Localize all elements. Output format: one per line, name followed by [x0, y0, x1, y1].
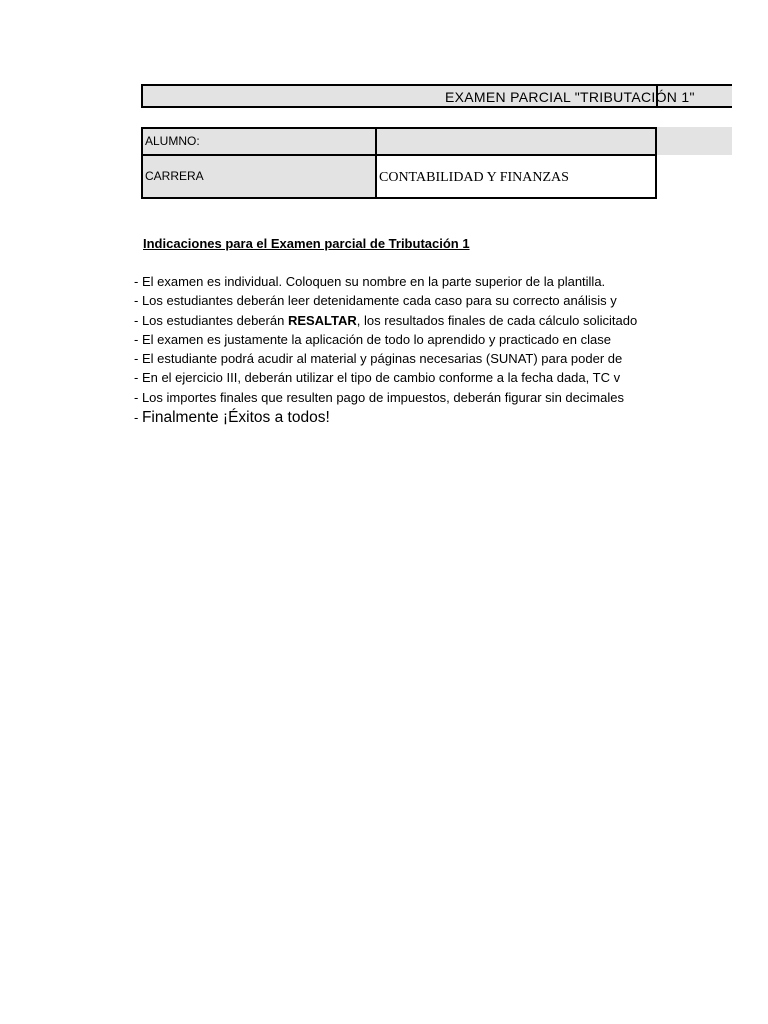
exam-title: EXAMEN PARCIAL "TRIBUTACIÓN 1"	[445, 89, 695, 105]
student-label: ALUMNO:	[142, 128, 376, 155]
student-name-field[interactable]	[376, 128, 656, 155]
instructions-list	[134, 272, 656, 429]
instruction-item: - Los estudiantes deberán leer detenidamente cada caso para su correcto análisis y	[134, 293, 617, 309]
student-row	[142, 128, 656, 155]
closing-message: - Finalmente ¡Éxitos a todos!	[134, 409, 330, 427]
career-row	[142, 155, 656, 198]
exam-title-cell	[143, 86, 695, 106]
exam-title-bar	[141, 84, 732, 108]
instruction-item: - En el ejercicio III, deberán utilizar el tipo de cambio conforme a la fecha dada, TC v	[134, 370, 621, 386]
instructions-heading: Indicaciones para el Examen parcial de Tributación 1	[143, 236, 470, 251]
career-label: CARRERA	[142, 155, 376, 198]
instruction-item: - Los importes finales que resulten pago de impuestos, deberán figurar sin decimales	[134, 389, 624, 405]
student-info-table	[141, 127, 657, 199]
instruction-item: - Los estudiantes deberán RESALTAR, los resultados finales de cada cálculo solicitado	[134, 312, 638, 328]
instruction-item: - El examen es individual. Coloquen su nombre en la parte superior de la plantilla.	[134, 274, 606, 289]
instruction-item: - El examen es justamente la aplicación de todo lo aprendido y practicado en clase	[134, 331, 611, 347]
student-row-overflow-fill	[656, 127, 732, 155]
highlight-keyword: RESALTAR	[287, 312, 357, 328]
instruction-item: - El estudiante podrá acudir al material y páginas necesarias (SUNAT) para poder de	[134, 351, 623, 367]
career-value: CONTABILIDAD Y FINANZAS	[376, 155, 656, 198]
